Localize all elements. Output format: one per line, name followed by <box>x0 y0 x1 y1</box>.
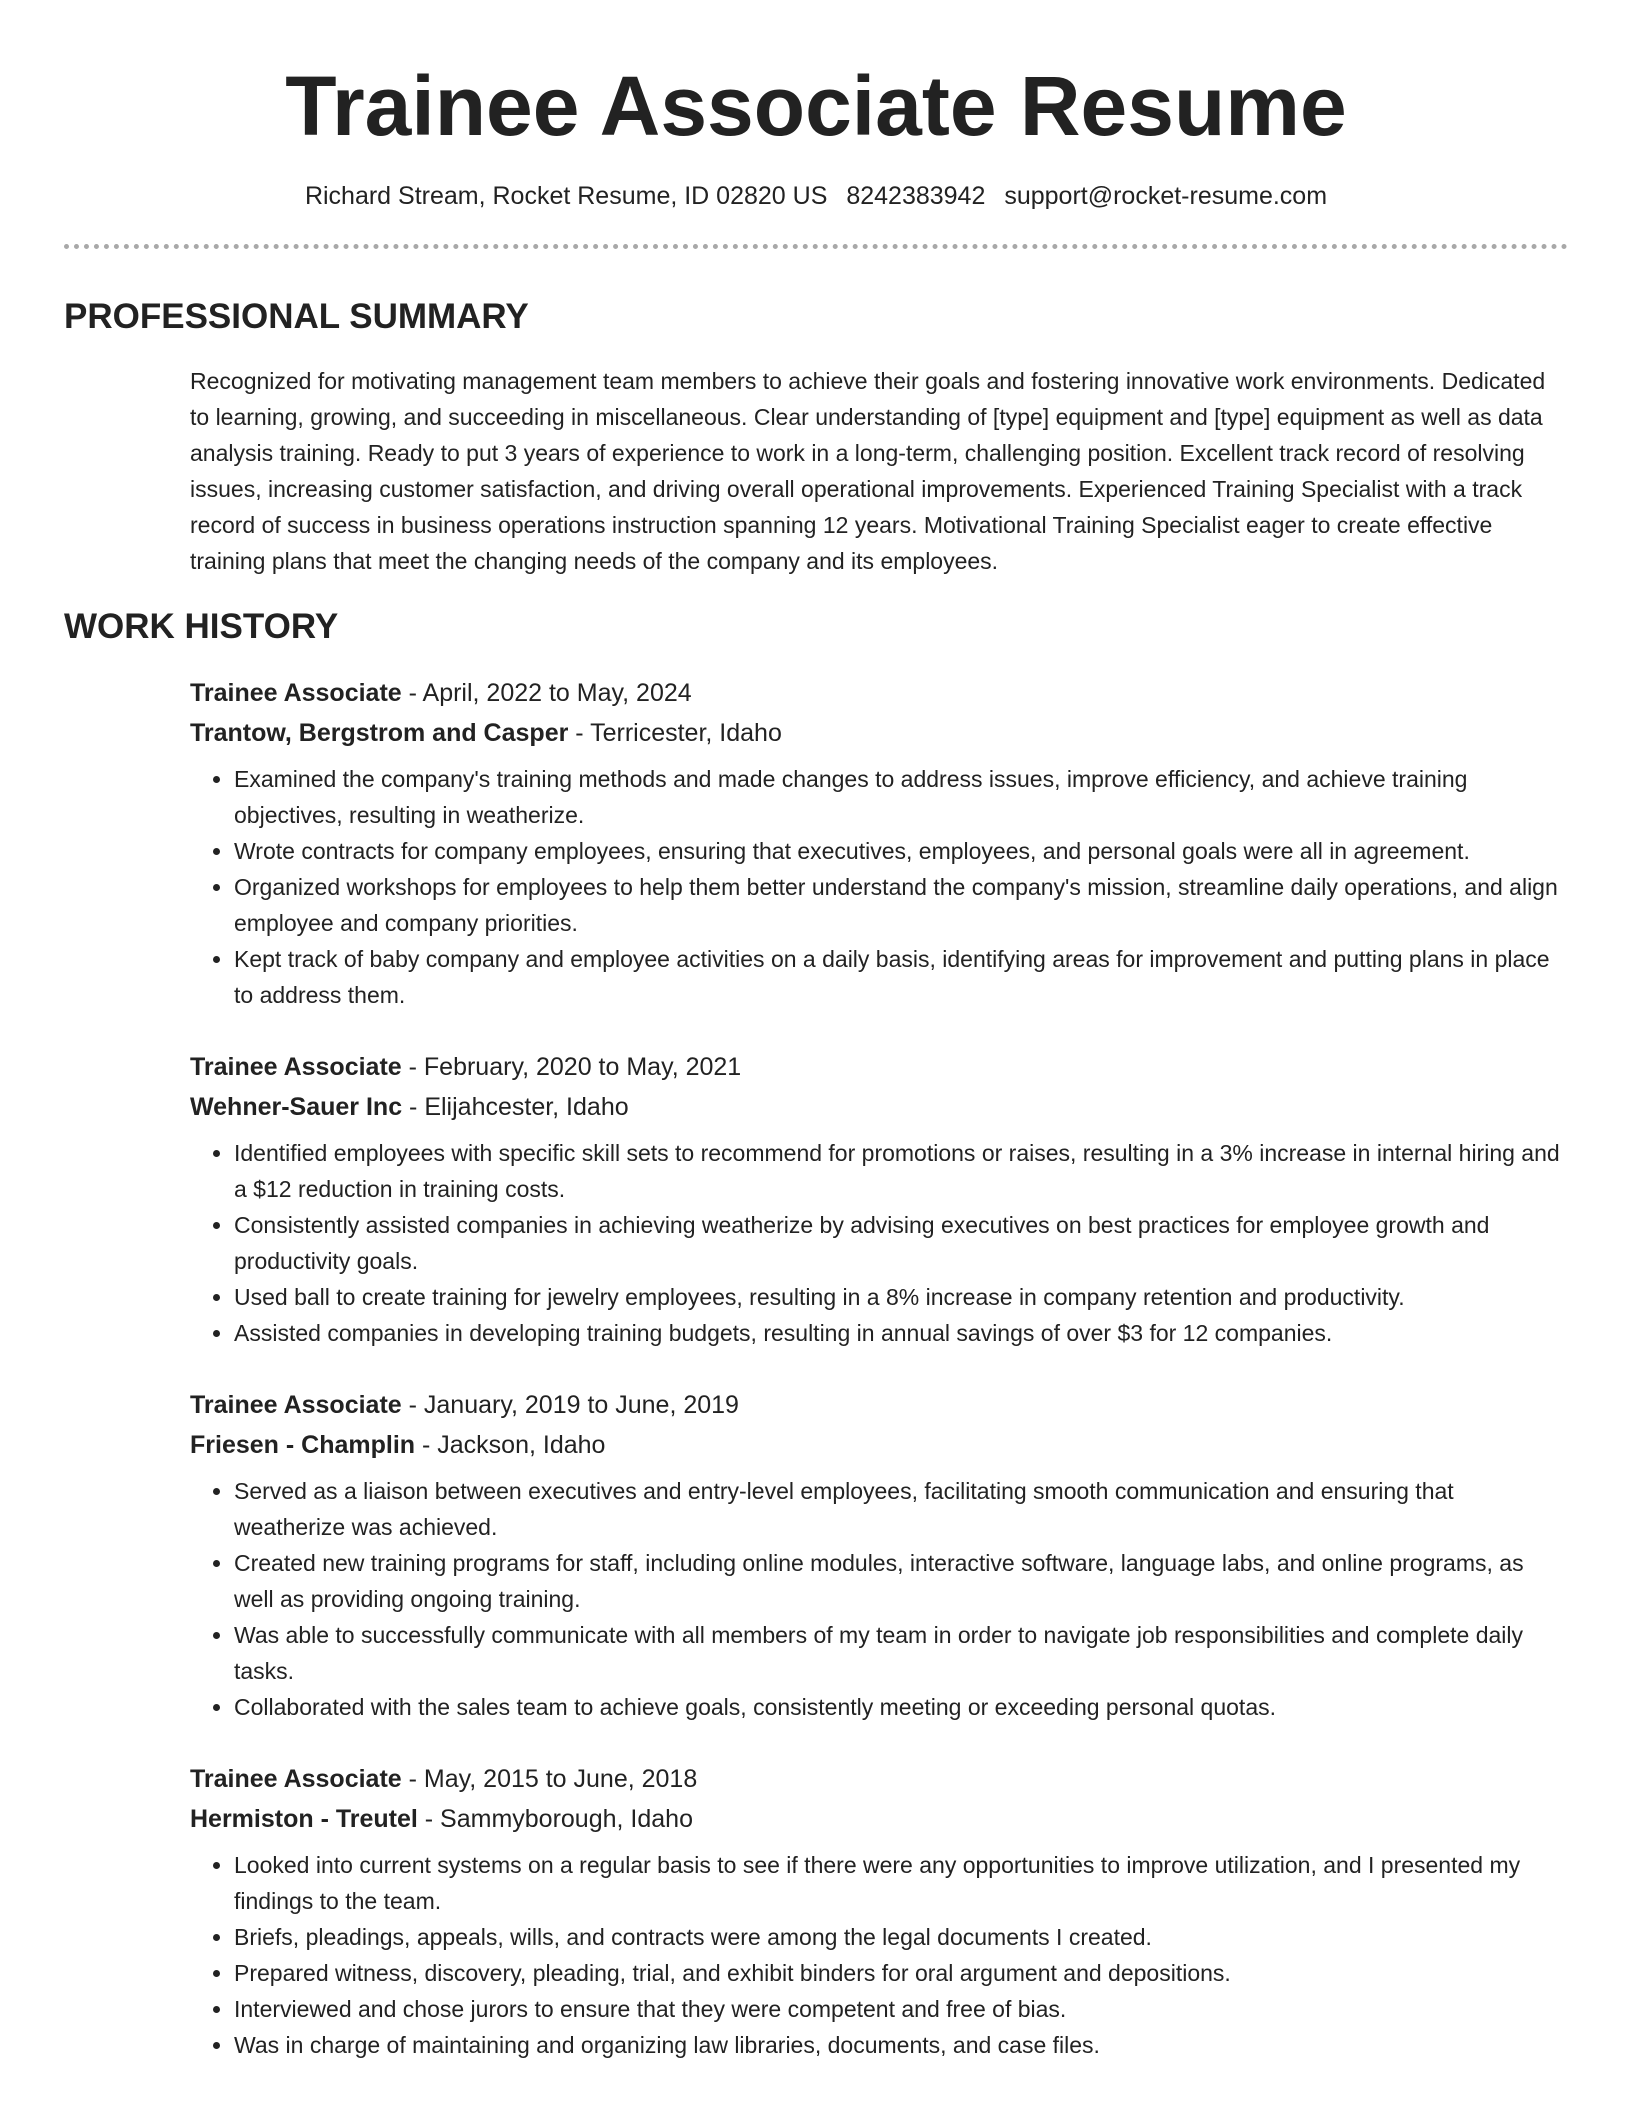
job-location: - Sammyborough, Idaho <box>417 1805 693 1833</box>
job-company: Wehner-Sauer Inc <box>190 1093 403 1121</box>
job-company: Friesen - Champlin <box>190 1431 416 1459</box>
job-title-line <box>190 1759 1568 1799</box>
job-location: - Terricester, Idaho <box>568 719 782 747</box>
job-bullet: • Briefs, pleadings, appeals, wills, and contracts were among the legal documents I created. <box>234 1919 1568 1955</box>
job-title-line <box>190 1047 1568 1087</box>
job-bullet: • Prepared witness, discovery, pleading, trial, and exhibit binders for oral argument and depositions. <box>234 1955 1568 1991</box>
job-bullet: • Wrote contracts for company employees, ensuring that executives, employees, and personal goals were all in agreement. <box>234 833 1568 869</box>
contact-address: Richard Stream, Rocket Resume, ID 02820 US <box>304 182 828 210</box>
job-entry <box>190 1385 1568 1725</box>
job-bullet: • Used ball to create training for jewelry employees, resulting in a 8% increase in company retention and productivity. <box>234 1279 1568 1315</box>
job-bullets <box>190 1135 1568 1351</box>
job-dates: - May, 2015 to June, 2018 <box>401 1765 698 1793</box>
professional-summary-section <box>64 295 1568 579</box>
job-bullet: • Looked into current systems on a regular basis to see if there were any opportunities to improve utilization, and I presented my findings to the team. <box>234 1847 1568 1919</box>
job-bullets <box>190 1847 1568 2063</box>
job-entry <box>190 1759 1568 2063</box>
header-divider <box>64 244 1568 249</box>
resume-title: Trainee Associate Resume <box>285 59 1347 153</box>
job-entry <box>190 673 1568 1013</box>
job-bullets <box>190 761 1568 1013</box>
job-bullet: • Consistently assisted companies in achieving weatherize by advising executives on best practices for employee growth and productivity goals. <box>234 1207 1568 1279</box>
job-bullet: • Collaborated with the sales team to achieve goals, consistently meeting or exceeding personal quotas. <box>234 1689 1568 1725</box>
job-bullet: • Examined the company's training methods and made changes to address issues, improve efficiency, and achieve training objectives, resulting in weatherize. <box>234 761 1568 833</box>
work-history-section <box>64 605 1568 2063</box>
job-title: Trainee Associate <box>190 1391 402 1419</box>
summary-heading: PROFESSIONAL SUMMARY <box>64 297 529 336</box>
job-bullet: • Assisted companies in developing training budgets, resulting in annual savings of over $3 for 12 companies. <box>234 1315 1568 1351</box>
job-company-line <box>190 1425 1568 1465</box>
job-bullet: • Was in charge of maintaining and organizing law libraries, documents, and case files. <box>234 2027 1568 2063</box>
job-company-line <box>190 1087 1568 1127</box>
job-bullets <box>190 1473 1568 1725</box>
job-bullet: • Interviewed and chose jurors to ensure that they were competent and free of bias. <box>234 1991 1568 2027</box>
job-company: Hermiston - Treutel <box>190 1805 418 1833</box>
job-title-line <box>190 1385 1568 1425</box>
job-list <box>190 673 1568 2063</box>
job-bullet: • Identified employees with specific skill sets to recommend for promotions or raises, resulting in a 3% increase in internal hiring and a $12 reduction in training costs. <box>234 1135 1568 1207</box>
job-company-line <box>190 1799 1568 1839</box>
job-company: Trantow, Bergstrom and Casper <box>190 719 569 747</box>
summary-text: Recognized for motivating management team members to achieve their goals and fostering innovative work environments. Dedicated to learning, growing, and succeeding in miscellaneous. Clear understanding of [type] equipment and [type] equipment as well as data analysis training. Ready to put 3 years of experience to work in a long-term, challenging position. Excellent track record of resolving issues, increasing customer satisfaction, and driving overall operational improvements. Experienced Training Specialist with a track record of success in business operations instruction spanning 12 years. Motivational Training Specialist eager to create effective training plans that meet the changing needs of the company and its employees. <box>190 368 1546 574</box>
job-dates: - February, 2020 to May, 2021 <box>401 1053 742 1081</box>
job-location: - Jackson, Idaho <box>415 1431 606 1459</box>
job-title-line <box>190 673 1568 713</box>
job-bullet: • Served as a liaison between executives and entry-level employees, facilitating smooth communication and ensuring that weatherize was achieved. <box>234 1473 1568 1545</box>
job-location: - Elijahcester, Idaho <box>402 1093 629 1121</box>
job-title: Trainee Associate <box>190 679 402 707</box>
job-title: Trainee Associate <box>190 1053 402 1081</box>
resume-page <box>64 0 1568 2097</box>
job-bullet: • Organized workshops for employees to help them better understand the company's mission, streamline daily operations, and align employee and company priorities. <box>234 869 1568 941</box>
job-entry <box>190 1047 1568 1351</box>
job-dates: - April, 2022 to May, 2024 <box>401 679 692 707</box>
job-title: Trainee Associate <box>190 1765 402 1793</box>
contact-line <box>64 180 1568 212</box>
job-company-line <box>190 713 1568 753</box>
job-bullet: • Kept track of baby company and employee activities on a daily basis, identifying areas for improvement and putting plans in place to address them. <box>234 941 1568 1013</box>
contact-phone: 8242383942 <box>846 182 986 210</box>
job-bullet: • Was able to successfully communicate with all members of my team in order to navigate job responsibilities and complete daily tasks. <box>234 1617 1568 1689</box>
job-bullet: • Created new training programs for staff, including online modules, interactive software, language labs, and online programs, as well as providing ongoing training. <box>234 1545 1568 1617</box>
job-dates: - January, 2019 to June, 2019 <box>401 1391 739 1419</box>
work-history-heading: WORK HISTORY <box>64 607 339 646</box>
contact-email: support@rocket-resume.com <box>1004 182 1328 210</box>
